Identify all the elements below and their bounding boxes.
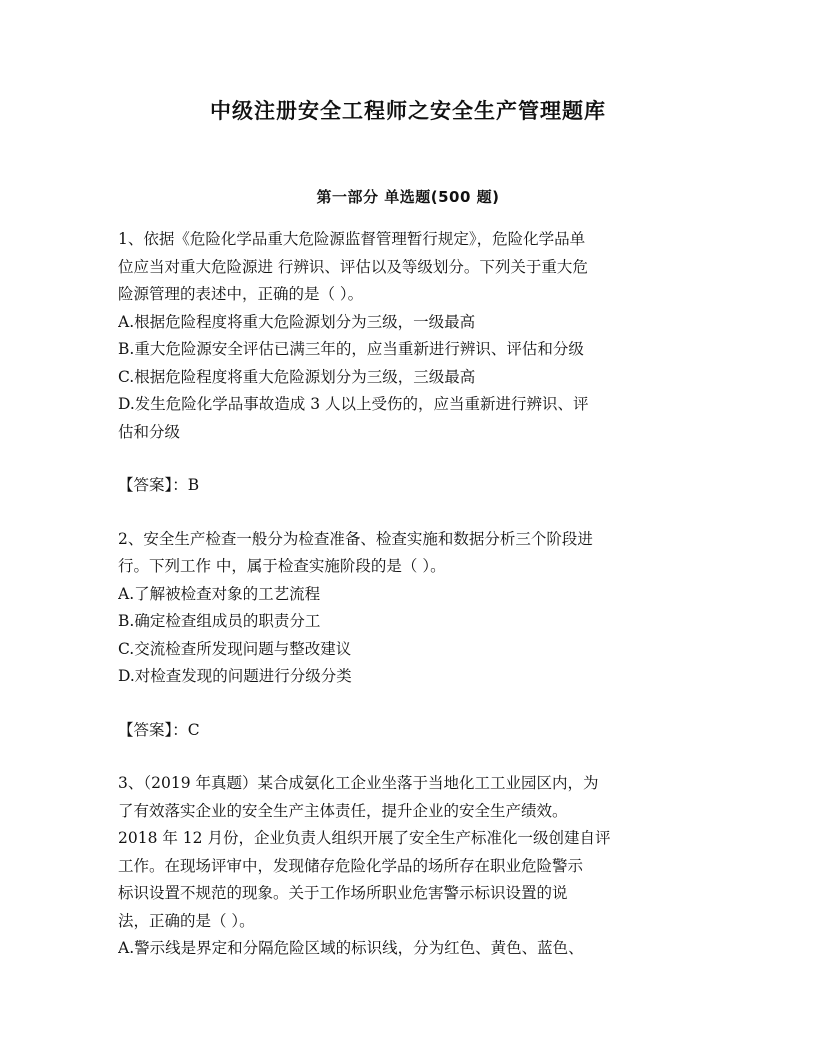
question-stem-line: 位应当对重大危险源进 行辨识、评估以及等级划分。下列关于重大危 bbox=[118, 257, 588, 276]
spacer bbox=[118, 446, 693, 472]
answer-key: 【答案】：B bbox=[118, 476, 200, 494]
question-stem-line: 3、（2019 年真题）某合成氨化工企业坐落于当地化工工业园区内，为 bbox=[118, 774, 599, 792]
answer-option: C.交流检查所发现问题与整改建议 bbox=[118, 639, 352, 658]
question-stem-line: 法，正确的是（ ）。 bbox=[118, 911, 255, 930]
section-heading: 第一部分 单选题(500 题) bbox=[316, 188, 500, 206]
answer-option: A.了解被检查对象的工艺流程 bbox=[118, 584, 321, 603]
question-block bbox=[118, 770, 693, 963]
answer-option: D.对检查发现的问题进行分级分类 bbox=[118, 667, 352, 685]
answer-option: 估和分级 bbox=[118, 422, 181, 441]
spacer bbox=[118, 691, 693, 717]
answer-option: D.发生危险化学品事故造成 3 人以上受伤的，应当重新进行辨识、评 bbox=[118, 395, 589, 413]
question-stem-line: 2、安全生产检查一般分为检查准备、检查实施和数据分析三个阶段进 bbox=[118, 529, 593, 548]
question-stem-line: 险源管理的表述中，正确的是（ ）。 bbox=[118, 285, 364, 303]
answer-key: 【答案】：C bbox=[118, 720, 200, 739]
question-stem-line: 行。下列工作 中，属于检查实施阶段的是（ ）。 bbox=[118, 557, 446, 575]
page-title: 中级注册安全工程师之安全生产管理题库 bbox=[210, 99, 606, 123]
question-stem-line: 了有效落实企业的安全生产主体责任，提升企业的安全生产绩效。 bbox=[118, 801, 568, 820]
answer-option: B.重大危险源安全评估已满三年的，应当重新进行辨识、评估和分级 bbox=[118, 340, 584, 358]
question-stem-line: 标识设置不规范的现象。关于工作场所职业危害警示标识设置的说 bbox=[118, 884, 568, 902]
question-stem-line: 工作。在现场评审中，发现储存危险化学品的场所存在职业危险警示 bbox=[118, 856, 584, 875]
spacer bbox=[118, 744, 693, 770]
question-block bbox=[118, 226, 693, 526]
question-stem-line: 1、依据《危险化学品重大危险源监督管理暂行规定》，危险化学品单 bbox=[118, 230, 586, 248]
spacer bbox=[118, 500, 693, 526]
question-stem-line: 2018 年 12 月份，企业负责人组织开展了安全生产标准化一级创建自评 bbox=[118, 829, 611, 847]
answer-option: A.警示线是界定和分隔危险区域的标识线，分为红色、黄色、蓝色、 bbox=[118, 939, 584, 957]
question-block bbox=[118, 526, 693, 771]
answer-option: B.确定检查组成员的职责分工 bbox=[118, 612, 321, 630]
answer-option: A.根据危险程度将重大危险源划分为三级，一级最高 bbox=[118, 312, 476, 331]
question-list bbox=[118, 226, 693, 963]
answer-option: C.根据危险程度将重大危险源划分为三级，三级最高 bbox=[118, 367, 476, 386]
